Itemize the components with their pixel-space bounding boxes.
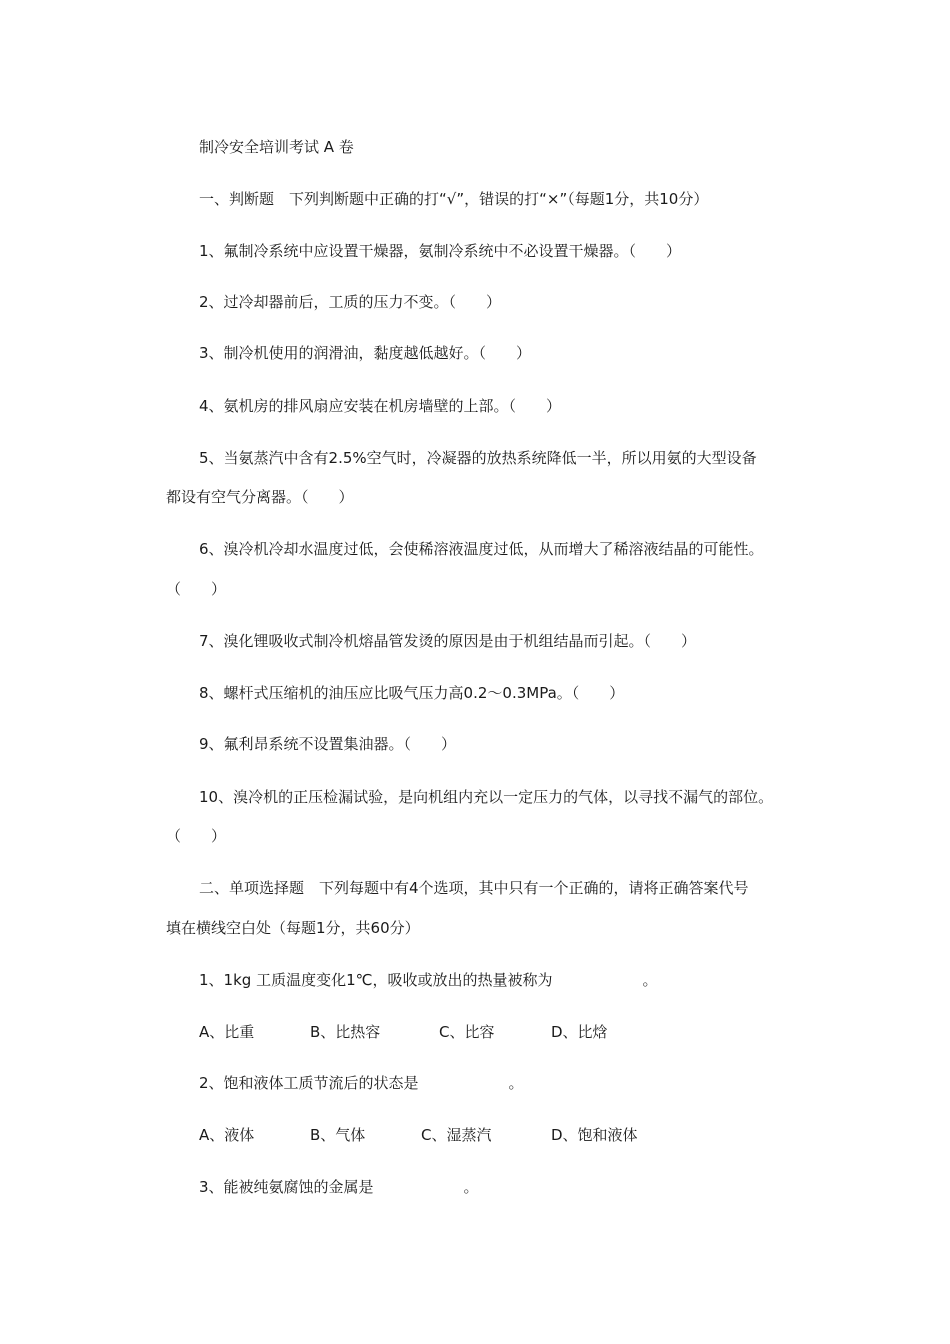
tf-question-4: 4、氨机房的排风扇应安装在机房墙壁的上部。（ ） [199,397,562,415]
tf-question-9: 9、氟利昂系统不设置集油器。（ ） [199,735,457,753]
mc-question-2: 2、饱和液体工质节流后的状态是 。 [199,1074,524,1092]
mc-question-2-options [199,1125,638,1145]
tf-question-2: 2、过冷却器前后，工质的压力不变。（ ） [199,293,502,311]
tf-question-5-line1: 5、当氨蒸汽中含有2.5%空气时，冷凝器的放热系统降低一半，所以用氨的大型设备 [199,449,757,467]
tf-question-6-line2: （ ） [166,580,227,598]
option-b: B、气体 [310,1126,366,1144]
section2-heading-line1: 二、单项选择题 下列每题中有4个选项，其中只有一个正确的，请将正确答案代号 [199,879,749,897]
mc-question-1-options [199,1022,608,1042]
tf-question-5-line2: 都设有空气分离器。（ ） [166,488,354,506]
tf-question-10-line1: 10、溴冷机的正压检漏试验，是向机组内充以一定压力的气体，以寻找不漏气的部位。 [199,788,774,806]
option-a: A、比重 [199,1023,255,1041]
option-c: C、比容 [439,1023,495,1041]
tf-question-10-line2: （ ） [166,827,227,845]
section2-heading-line2: 填在横线空白处（每题1分，共60分） [166,919,420,937]
tf-question-8: 8、螺杆式压缩机的油压应比吸气压力高0.2～0.3MPa。（ ） [199,684,625,702]
tf-question-7: 7、溴化锂吸收式制冷机熔晶管发烫的原因是由于机组结晶而引起。（ ） [199,632,697,650]
option-d: D、比焓 [551,1023,608,1041]
tf-question-1: 1、氟制冷系统中应设置干燥器，氨制冷系统中不必设置干燥器。（ ） [199,242,682,260]
mc-question-1: 1、1kg 工质温度变化1℃，吸收或放出的热量被称为 。 [199,971,658,989]
tf-question-3: 3、制冷机使用的润滑油，黏度越低越好。（ ） [199,344,532,362]
option-c: C、湿蒸汽 [421,1126,492,1144]
option-b: B、比热容 [310,1023,381,1041]
tf-question-6-line1: 6、溴冷机冷却水温度过低，会使稀溶液温度过低，从而增大了稀溶液结晶的可能性。 [199,540,764,558]
page-title: 制冷安全培训考试 A 卷 [199,138,354,156]
option-d: D、饱和液体 [551,1126,638,1144]
option-a: A、液体 [199,1126,255,1144]
section1-heading: 一、判断题 下列判断题中正确的打“√”，错误的打“×”（每题1分，共10分） [199,190,709,208]
mc-question-3: 3、能被纯氨腐蚀的金属是 。 [199,1178,479,1196]
